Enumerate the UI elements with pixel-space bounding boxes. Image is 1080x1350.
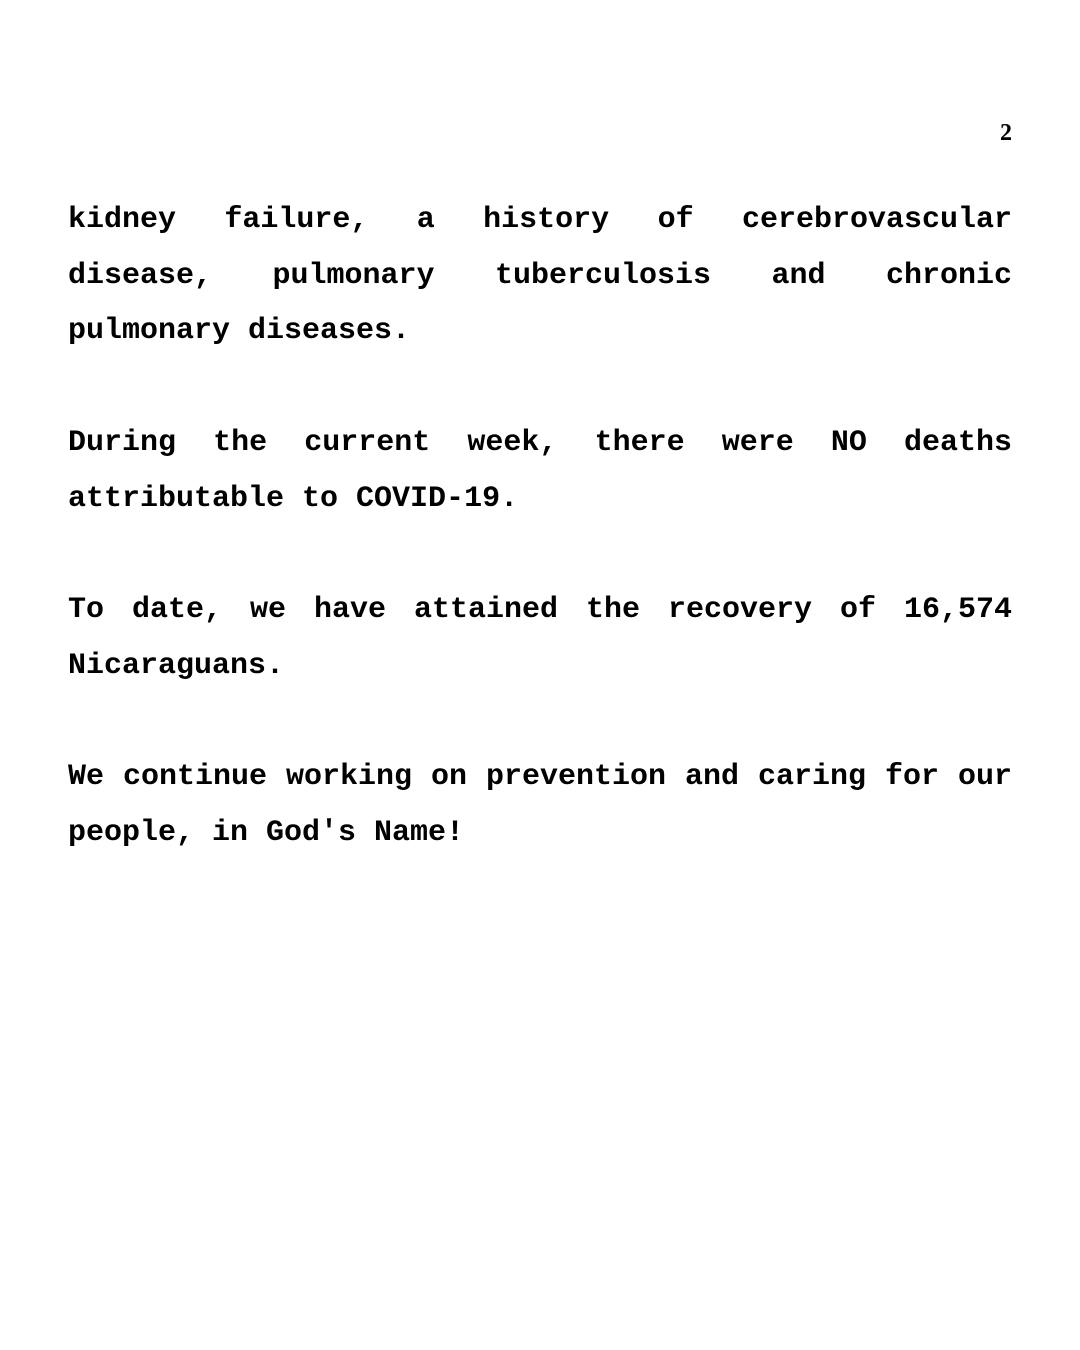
- paragraph-comorbidities: kidney failure, a history of cerebrovascular disease, pulmonary tuberculosis and chronic pulmonary diseases.: [68, 203, 1012, 349]
- paragraph-recoveries: To date, we have attained the recovery of 16,574 Nicaraguans.: [68, 592, 1012, 683]
- document-body: [68, 193, 1012, 917]
- paragraph-closing: We continue working on prevention and caring for our people, in God's Name!: [68, 759, 1012, 850]
- page-number: 2: [1000, 120, 1012, 146]
- paragraph-deaths: During the current week, there were NO deaths attributable to COVID-19.: [68, 425, 1012, 516]
